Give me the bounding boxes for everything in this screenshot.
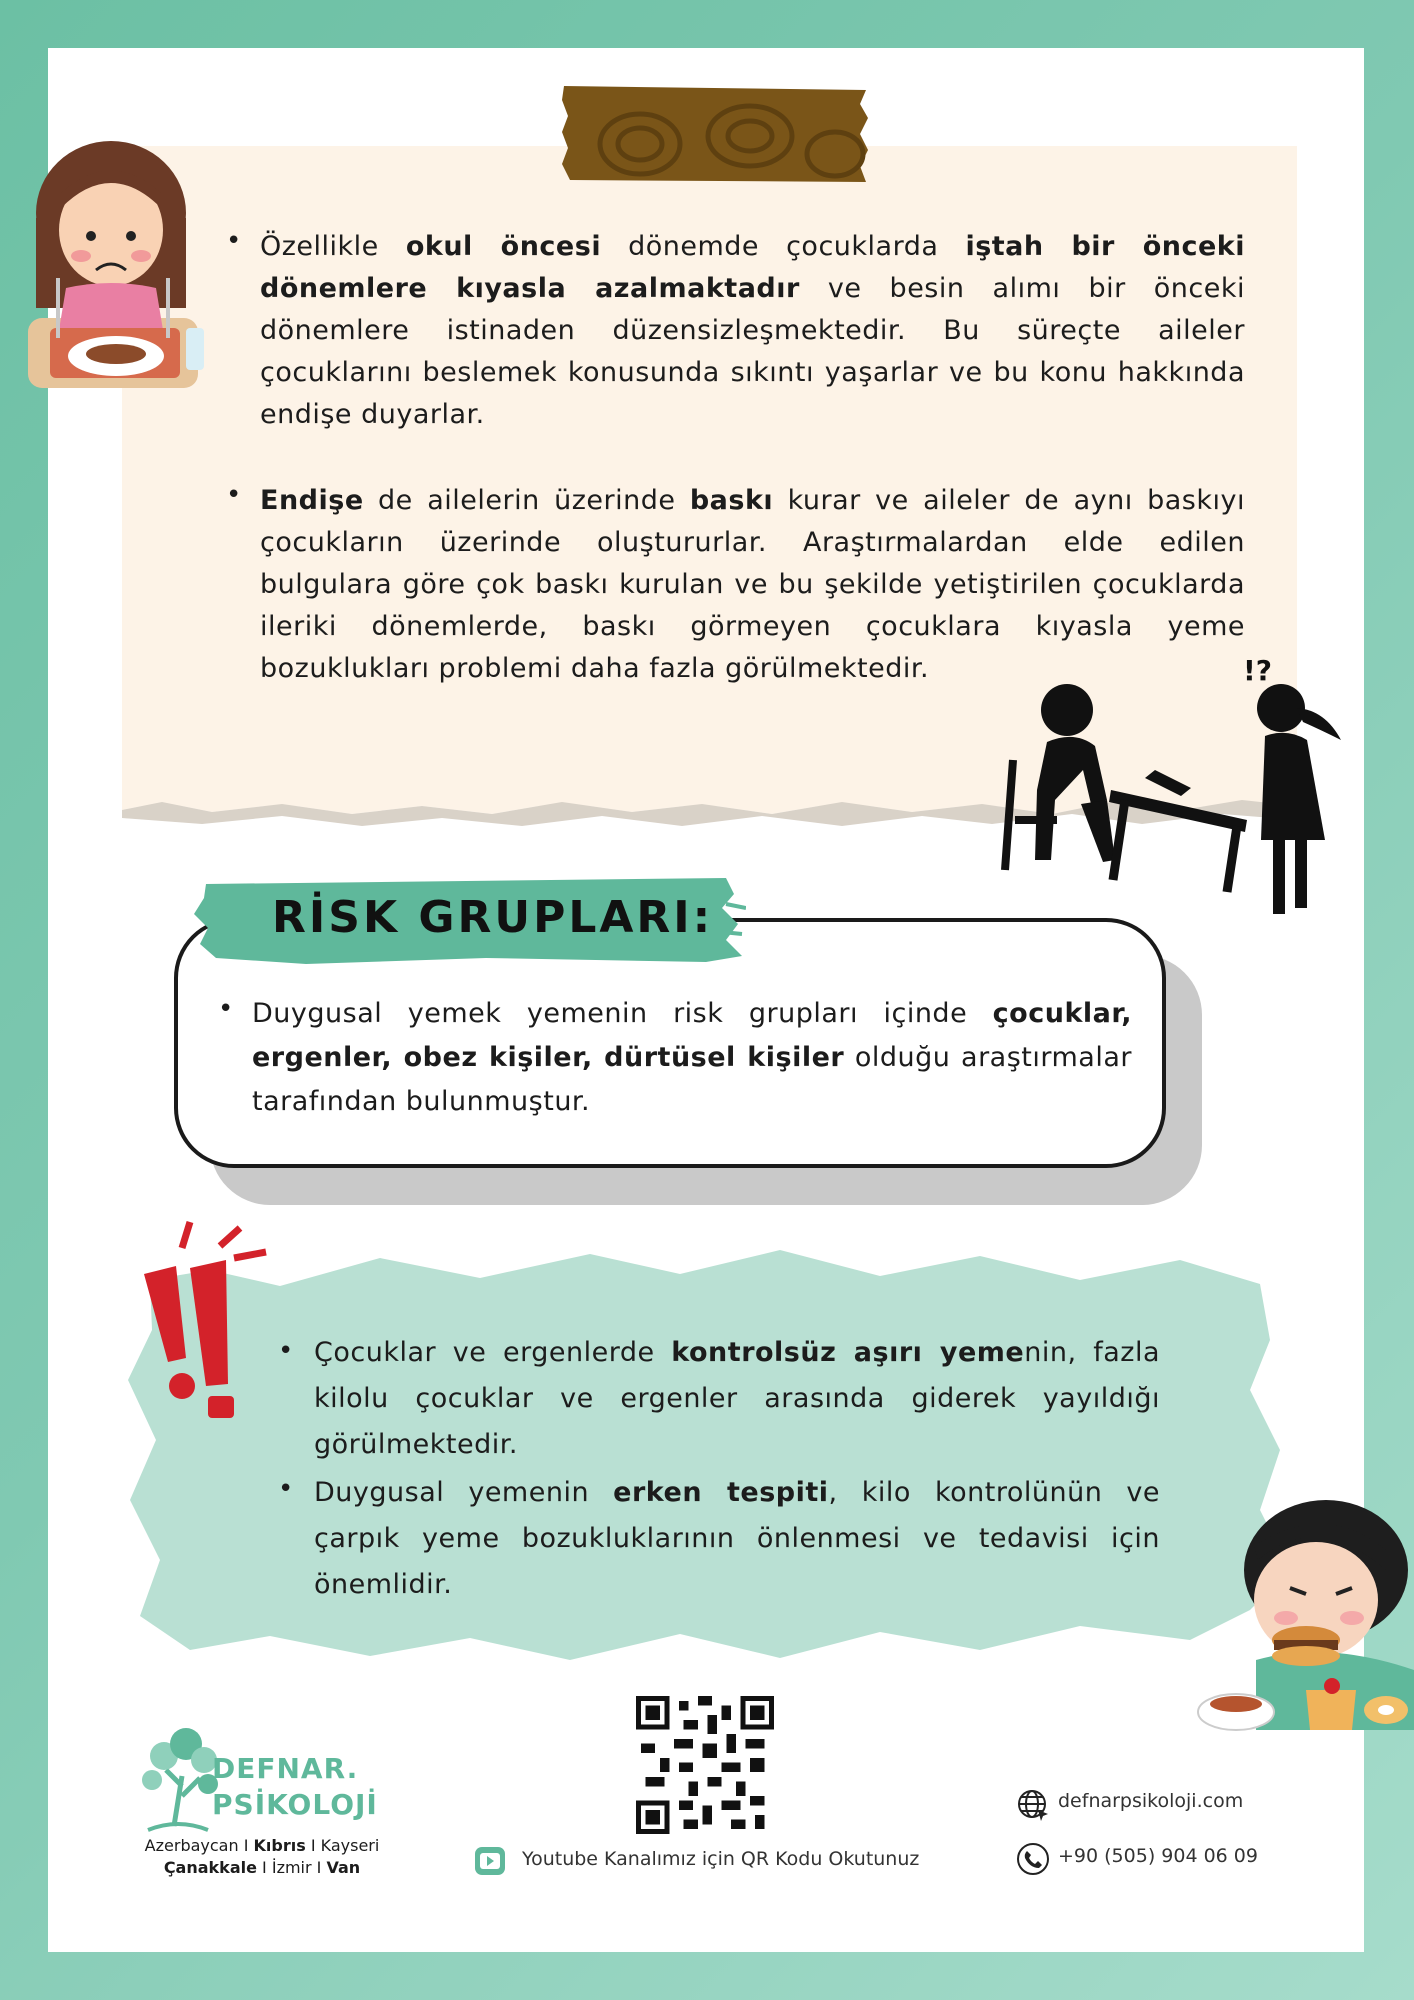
text-run: ve besin alımı bir önceki dönemlere istinaden düzensizleşmektedir. Bu süreçte aileler çocuklarını beslemek konusunda sıkıntı yaşarlar ve bu konu hakkında endişe duyarlar. — [260, 273, 1245, 430]
bold-phrase: erken tespiti — [613, 1477, 829, 1508]
bold-phrase: baskı — [689, 485, 774, 516]
phone-icon — [1016, 1842, 1050, 1876]
bold-phrase: Kıbrıs — [253, 1836, 306, 1855]
bold-phrase: okul öncesi — [405, 231, 602, 262]
risk-groups-text — [252, 992, 1132, 1124]
text-run: nin, fazla kilolu çocuklar ve ergenler arasında giderek yayıldığı görülmektedir. — [314, 1337, 1160, 1460]
text-run: de ailelerin üzerinde — [363, 485, 690, 516]
bold-phrase: kontrolsüz aşırı yeme — [671, 1337, 1025, 1368]
youtube-icon[interactable] — [474, 1846, 506, 1876]
risk-groups-title: RİSK GRUPLARI: — [272, 892, 714, 943]
sad-girl-illustration — [26, 138, 206, 408]
text-run: Çocuklar ve ergenlerde — [314, 1337, 672, 1368]
bold-phrase: çocuklar, ergenler, obez kişiler, dürtüsel kişiler — [252, 998, 1132, 1073]
text-run: Azerbaycan I — [144, 1836, 254, 1855]
tape-decoration — [560, 84, 870, 184]
bullet-dot: • — [278, 1336, 294, 1366]
text-run: I İzmir I — [256, 1858, 327, 1877]
exclaim-question-mark: !? — [1243, 654, 1273, 687]
paragraph-appetite — [260, 226, 1245, 436]
text-run: Duygusal yemek yemenin risk grupları içinde — [252, 998, 993, 1029]
branch-cities-line2 — [142, 1858, 382, 1877]
qr-code[interactable] — [636, 1696, 774, 1834]
paragraph-early-detection — [314, 1470, 1160, 1608]
text-run: dönemde çocuklarda — [601, 231, 966, 262]
bullet-dot: • — [278, 1474, 294, 1504]
text-run: I Kayseri — [305, 1836, 380, 1855]
bullet-dot: • — [218, 994, 234, 1024]
youtube-qr-caption: Youtube Kanalımız için QR Kodu Okutunuz — [522, 1848, 920, 1870]
exclamation-icon — [130, 1218, 290, 1418]
globe-icon — [1016, 1788, 1050, 1822]
text-run: olduğu araştırmalar tarafından bulunmuştur. — [252, 1042, 1132, 1117]
stress-silhouette-illustration — [995, 650, 1355, 920]
bullet-dot: • — [226, 480, 242, 510]
phone-number[interactable]: +90 (505) 904 06 09 — [1058, 1845, 1258, 1867]
logo-text-psikoloji: PSİKOLOJİ — [212, 1788, 378, 1821]
logo-text-defnar: DEFNAR. — [212, 1752, 359, 1785]
website-link[interactable]: defnarpsikoloji.com — [1058, 1790, 1244, 1812]
paragraph-overeating — [314, 1330, 1160, 1468]
eating-girl-illustration — [1196, 1490, 1414, 1760]
text-run: Özellikle — [260, 231, 406, 262]
branch-cities-line1 — [142, 1836, 382, 1855]
text-run: , kilo kontrolünün ve çarpık yeme bozukluklarının önlenmesi ve tedavisi için önemlidir. — [314, 1477, 1161, 1600]
bold-phrase: Van — [326, 1858, 361, 1877]
bold-phrase: iştah bir önceki dönemlere kıyasla azalmaktadır — [260, 231, 1246, 304]
bold-phrase: Çanakkale — [163, 1858, 257, 1877]
text-run: Duygusal yemenin — [314, 1477, 614, 1508]
bold-phrase: Endişe — [260, 485, 364, 516]
text-run: kurar ve aileler de aynı baskıyı çocukların üzerinde oluştururlar. Araştırmalardan elde edilen bulgulara göre çok baskı kurulan ve bu şekilde yetiştirilen çocuklarda ileriki dönemlerde, baskı görmeyen çocuklara kıyasla yeme bozuklukları problemi daha fazla görülmektedir. — [260, 485, 1245, 684]
bullet-dot: • — [226, 226, 242, 256]
